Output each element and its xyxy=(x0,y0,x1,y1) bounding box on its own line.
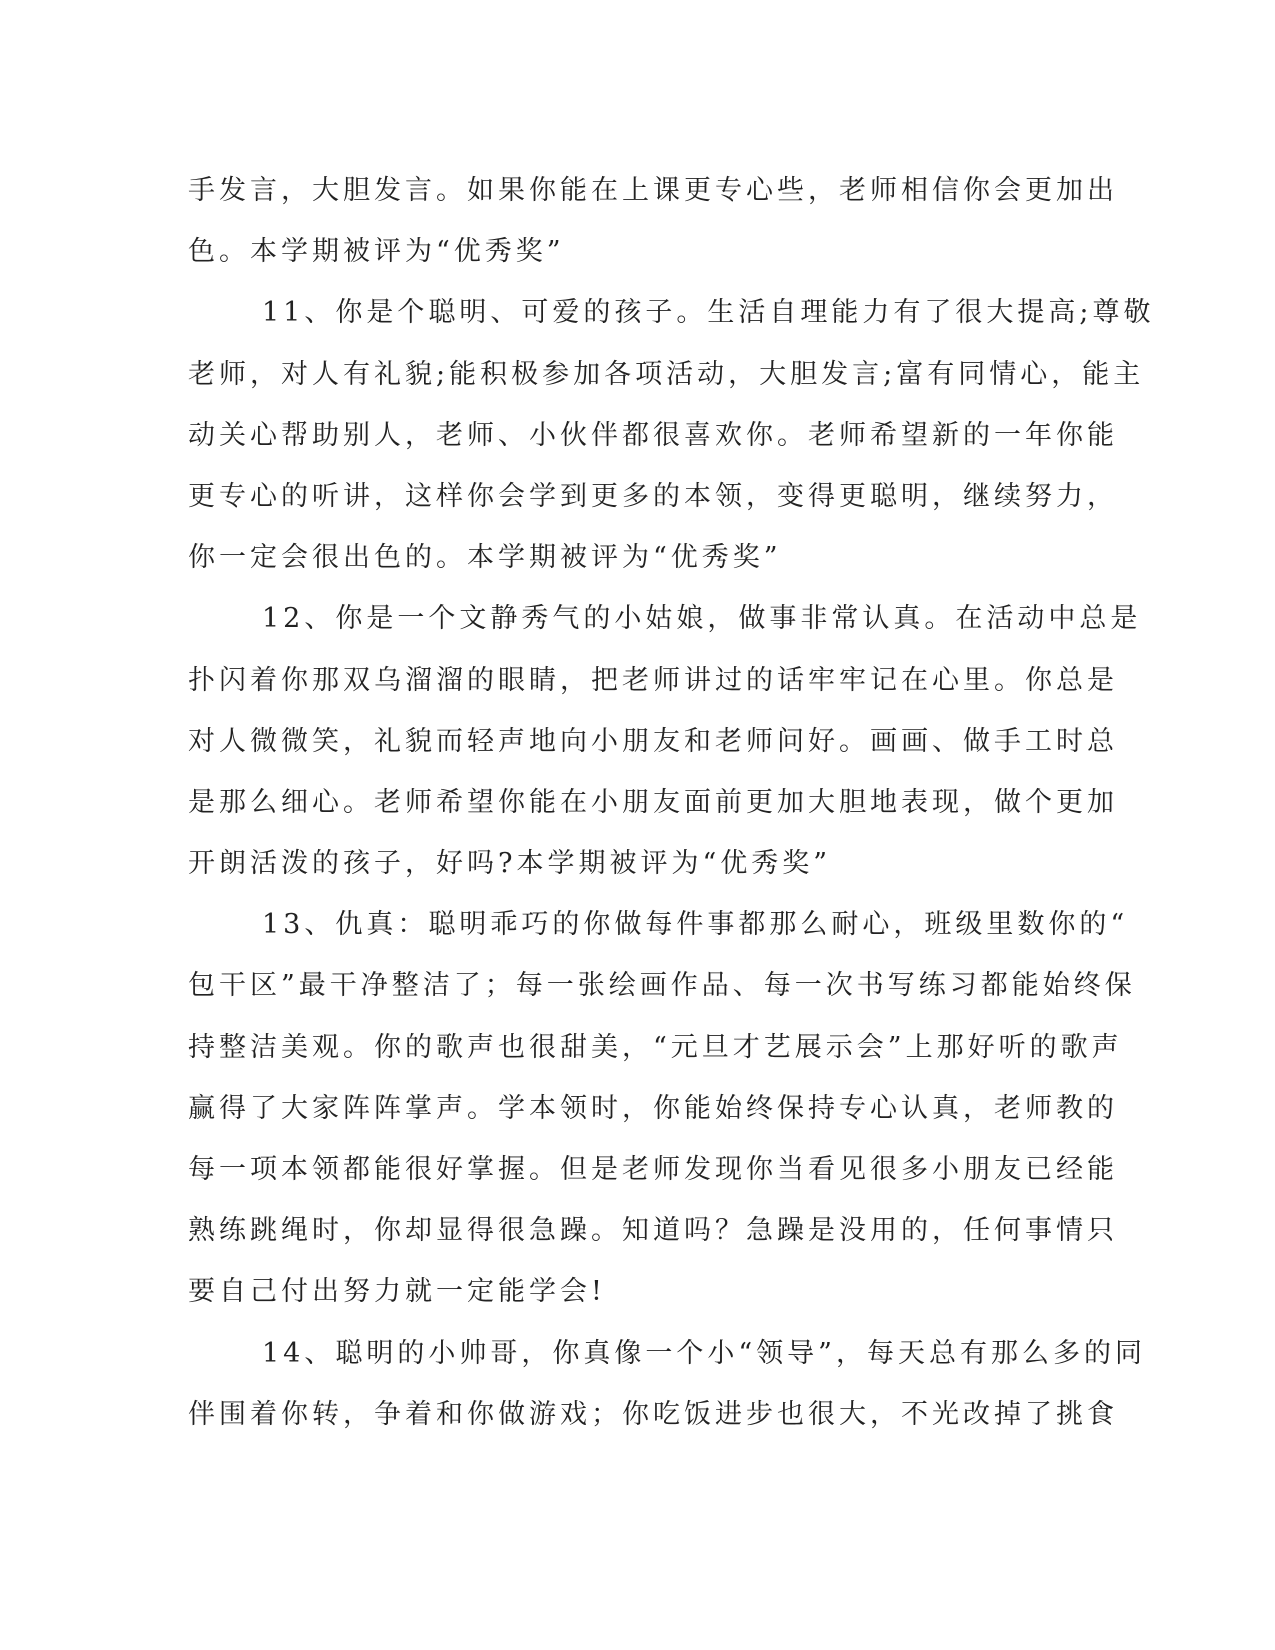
paragraph-14 xyxy=(188,1323,1146,1445)
text-line: 每一项本领都能很好掌握。但是老师发现你当看见很多小朋友已经能 xyxy=(188,1154,1118,1185)
text-line: 持整洁美观。你的歌声也很甜美，“元旦才艺展示会”上那好听的歌声 xyxy=(188,1031,1123,1063)
text-line: 更专心的听讲，这样你会学到更多的本领，变得更聪明，继续努力， xyxy=(188,480,1118,512)
document-body xyxy=(188,160,1155,1445)
text-line: 11、你是个聪明、可爱的孩子。生活自理能力有了很大提高;尊敬 xyxy=(262,297,1155,329)
text-line: 扑闪着你那双乌溜溜的眼睛，把老师讲过的话牢牢记在心里。你总是 xyxy=(188,664,1118,696)
text-line: 开朗活泼的孩子，好吗?本学期被评为“优秀奖” xyxy=(188,848,832,880)
text-line: 13、仇真：聪明乖巧的你做每件事都那么耐心，班级里数你的“ xyxy=(262,909,1129,941)
text-line: 包干区”最干净整洁了；每一张绘画作品、每一次书写练习都能始终保 xyxy=(188,970,1136,1002)
text-line: 色。本学期被评为“优秀奖” xyxy=(188,236,565,268)
text-line: 熟练跳绳时，你却显得很急躁。知道吗？急躁是没用的，任何事情只 xyxy=(188,1215,1118,1247)
text-line: 你一定会很出色的。本学期被评为“优秀奖” xyxy=(188,542,782,574)
text-line: 对人微微笑，礼貌而轻声地向小朋友和老师问好。画画、做手工时总 xyxy=(188,725,1118,757)
text-line: 是那么细心。老师希望你能在小朋友面前更加大胆地表现，做个更加 xyxy=(188,786,1118,818)
text-line: 伴围着你转，争着和你做游戏；你吃饭进步也很大，不光改掉了挑食 xyxy=(188,1398,1118,1430)
text-line: 14、聪明的小帅哥，你真像一个小“领导”，每天总有那么多的同 xyxy=(262,1337,1146,1369)
paragraph-11 xyxy=(188,282,1155,588)
paragraph-12 xyxy=(188,588,1142,894)
text-line: 动关心帮助别人，老师、小伙伴都很喜欢你。老师希望新的一年你能 xyxy=(188,419,1118,451)
text-line: 手发言，大胆发言。如果你能在上课更专心些，老师相信你会更加出 xyxy=(188,175,1118,206)
text-line: 赢得了大家阵阵掌声。学本领时，你能始终保持专心认真，老师教的 xyxy=(188,1092,1118,1124)
paragraph-1 xyxy=(188,160,1118,282)
text-line: 老师，对人有礼貌;能积极参加各项活动，大胆发言;富有同情心，能主 xyxy=(188,358,1145,390)
text-line: 12、你是一个文静秀气的小姑娘，做事非常认真。在活动中总是 xyxy=(262,603,1142,635)
paragraph-13 xyxy=(188,894,1136,1322)
text-line: 要自己付出努力就一定能学会! xyxy=(188,1276,606,1308)
